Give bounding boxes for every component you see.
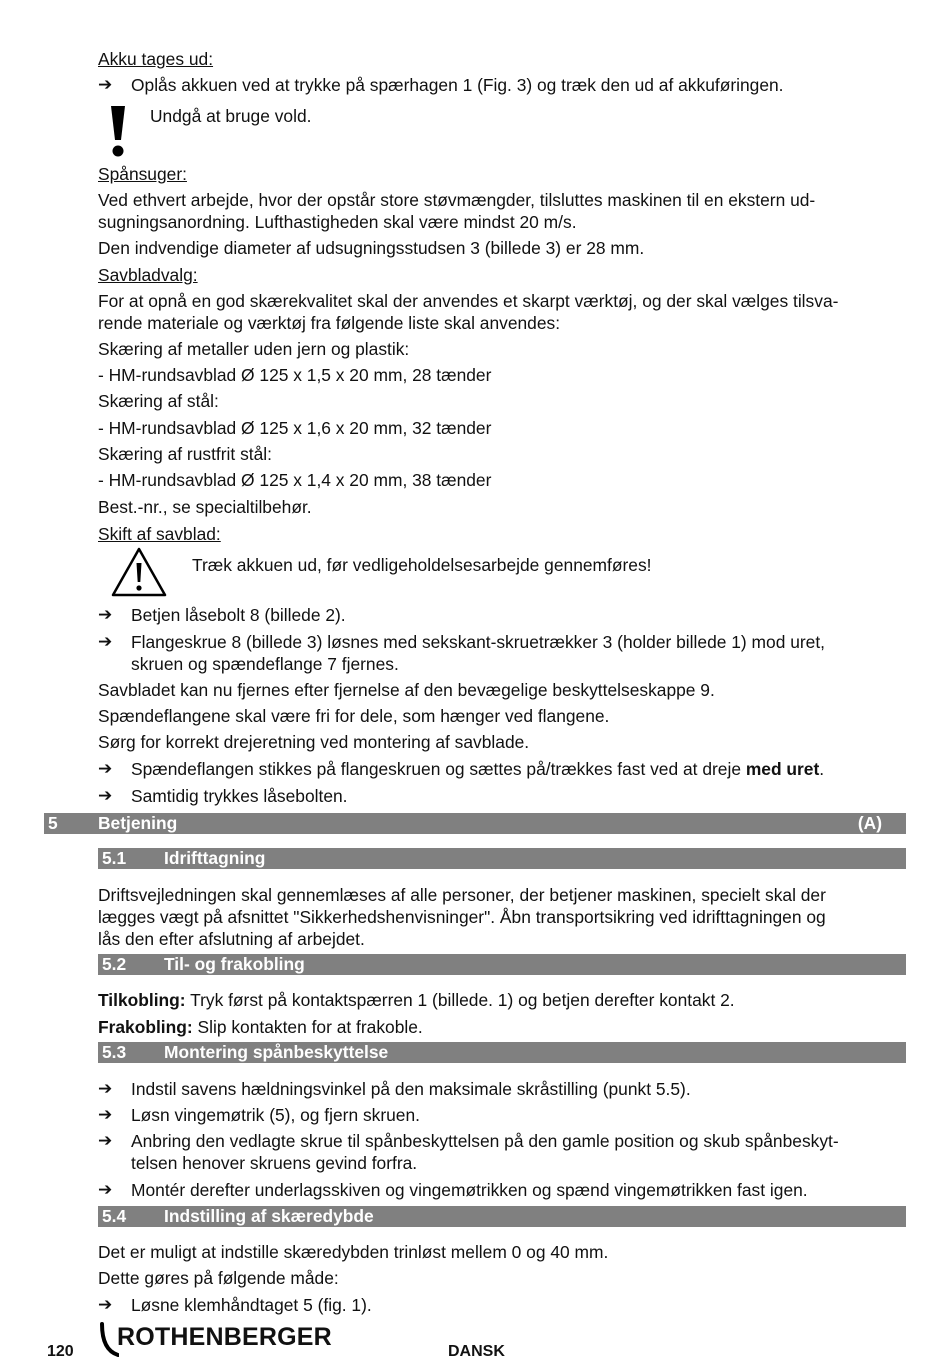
skift-step-2-line: skruen og spændeflange 7 fjernes. <box>131 654 399 674</box>
section-title: Indstilling af skæredybde <box>164 1206 374 1226</box>
savblad-heading: Savbladvalg: <box>98 265 198 285</box>
page-number: 120 <box>47 1343 74 1360</box>
section-5-3-step-2: Løsn vingemøtrik (5), og fjern skruen. <box>131 1105 420 1125</box>
section-5-3-header <box>98 1042 906 1063</box>
brand-logo: ROTHENBERGER <box>117 1323 332 1351</box>
skift-step-1: Betjen låsebolt 8 (billede 2). <box>131 605 346 625</box>
section-number: 5.1 <box>102 848 127 868</box>
akku-step-1: Oplås akkuen ved at trykke på spærhagen 1 (Fig. 3) og træk den ud af akkuføringen. <box>131 75 784 95</box>
brand-logo-arc <box>99 1322 119 1358</box>
skift-step-4: Samtidig trykkes låsebolten. <box>131 786 348 806</box>
section-title: Montering spånbeskyttelse <box>164 1042 389 1062</box>
section-5-1-text-line: lås den efter afslutning af arbejdet. <box>98 929 365 949</box>
savblad-list-line: Best.-nr., se specialtilbehør. <box>98 497 312 517</box>
spansuger-text-line: Ved ethvert arbejde, hvor der opstår store støvmængder, tilsluttes maskinen til en ekstern ud- <box>98 190 816 210</box>
section-title: Betjening <box>98 813 178 833</box>
skift-text: Sørg for korrekt drejeretning ved montering af savblade. <box>98 732 530 752</box>
section-5-3-step-1: Indstil savens hældningsvinkel på den maksimale skråstilling (punkt 5.5). <box>131 1079 691 1099</box>
savblad-text-line: rende materiale og værktøj fra følgende liste skal anvendes: <box>98 313 561 333</box>
akku-note: Undgå at bruge vold. <box>150 106 312 126</box>
tilkobling-text: Tilkobling: Tryk først på kontaktspærren 1 (billede. 1) og betjen derefter kontakt 2. <box>98 990 735 1010</box>
section-number: 5.2 <box>102 954 127 974</box>
section-title: Idrifttagning <box>164 848 266 868</box>
section-number: 5.4 <box>102 1206 127 1226</box>
section-5-3-step-3-line: telsen henover skruens gevind forfra. <box>131 1153 418 1173</box>
arrow-icon: ➔ <box>98 1105 113 1124</box>
section-5-2-header <box>98 954 906 975</box>
savblad-list-line: - HM-rundsavblad Ø 125 x 1,5 x 20 mm, 28 tænder <box>98 365 492 385</box>
skift-step-2-line: Flangeskrue 8 (billede 3) løsnes med sekskant-skruetrækker 3 (holder billede 1) mod uret, <box>131 632 825 652</box>
section-5-3-step-3-line: Anbring den vedlagte skrue til spånbeskyttelsen på den gamle position og skub spånbeskyt- <box>131 1131 839 1151</box>
spansuger-heading: Spånsuger: <box>98 164 187 184</box>
skift-heading: Skift af savblad: <box>98 524 221 544</box>
language-label: DANSK <box>448 1343 505 1360</box>
section-number: 5.3 <box>102 1042 127 1062</box>
section-number: 5 <box>48 813 58 833</box>
savblad-text-line: For at opnå en god skærekvalitet skal der anvendes et skarpt værktøj, og der skal vælges tilsva- <box>98 291 839 311</box>
section-5-header <box>44 813 906 834</box>
section-5-4-text: Det er muligt at indstille skæredybden trinløst mellem 0 og 40 mm. <box>98 1242 609 1262</box>
skift-text: Savbladet kan nu fjernes efter fjernelse af den bevægelige beskyttelseskappe 9. <box>98 680 715 700</box>
section-5-1-text-line: Driftsvejledningen skal gennemlæses af alle personer, der betjener maskinen, specielt skal der <box>98 885 826 905</box>
arrow-icon: ➔ <box>98 1295 113 1314</box>
section-5-3-step-4: Montér derefter underlagsskiven og vingemøtrikken og spænd vingemøtrikken fast igen. <box>131 1180 808 1200</box>
warning-triangle-icon <box>110 546 168 603</box>
savblad-list-line: - HM-rundsavblad Ø 125 x 1,4 x 20 mm, 38 tænder <box>98 470 492 490</box>
section-5-1-header <box>98 848 906 869</box>
skift-step-3: Spændeflangen stikkes på flangeskruen og sættes på/trækkes fast ved at dreje med uret. <box>131 759 825 779</box>
skift-text: Spændeflangene skal være fri for dele, som hænger ved flangene. <box>98 706 610 726</box>
section-5-4-step-1: Løsne klemhåndtaget 5 (fig. 1). <box>131 1295 372 1315</box>
arrow-icon: ➔ <box>98 1131 113 1150</box>
savblad-list-line: Skæring af rustfrit stål: <box>98 444 272 464</box>
spansuger-diameter-text: Den indvendige diameter af udsugningsstudsen 3 (billede 3) er 28 mm. <box>98 238 645 258</box>
skift-warning: Træk akkuen ud, før vedligeholdelsesarbejde gennemføres! <box>192 555 652 575</box>
arrow-icon: ➔ <box>98 1180 113 1199</box>
arrow-icon: ➔ <box>98 786 113 805</box>
arrow-icon: ➔ <box>98 605 113 624</box>
savblad-list-line: Skæring af metaller uden jern og plastik: <box>98 339 410 359</box>
savblad-list-line: Skæring af stål: <box>98 391 219 411</box>
savblad-list-line: - HM-rundsavblad Ø 125 x 1,6 x 20 mm, 32 tænder <box>98 418 492 438</box>
arrow-icon: ➔ <box>98 759 113 778</box>
exclamation-icon <box>108 104 128 163</box>
akku-heading: Akku tages ud: <box>98 49 214 69</box>
arrow-icon: ➔ <box>98 75 113 94</box>
section-5-1-text-line: lægges vægt på afsnittet "Sikkerhedshenvisninger". Åbn transportsikring ved idrifttagningen og <box>98 907 826 927</box>
section-5-4-text: Dette gøres på følgende måde: <box>98 1268 339 1288</box>
arrow-icon: ➔ <box>98 1079 113 1098</box>
section-5-4-header <box>98 1206 906 1227</box>
section-title: Til- og frakobling <box>164 954 305 974</box>
section-tag: (A) <box>857 813 882 833</box>
frakobling-text: Frakobling: Slip kontakten for at frakoble. <box>98 1017 423 1037</box>
spansuger-text-line: sugningsanordning. Lufthastigheden skal være mindst 20 m/s. <box>98 212 577 232</box>
arrow-icon: ➔ <box>98 632 113 651</box>
